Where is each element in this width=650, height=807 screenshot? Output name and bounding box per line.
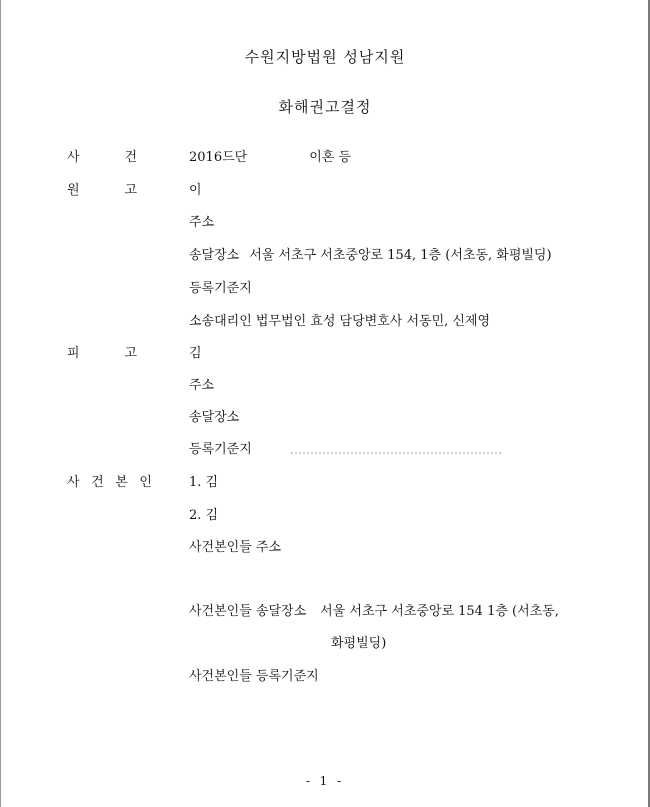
plaintiff-delivery-value: 서울 서초구 서초중앙로 154, 1층 (서초동, 화평빌딩) (249, 248, 552, 263)
principal-registry-label: 사건본인들 등록기준지 (189, 669, 319, 684)
principal-delivery-value-line2: 화평빌딩) (331, 636, 387, 651)
label-char: 원 (67, 183, 80, 198)
document-title: 화해권고결정 (278, 98, 372, 116)
label-char: 피 (67, 346, 80, 361)
plaintiff-delivery-label: 송달장소 (189, 248, 240, 263)
case-label (67, 146, 137, 165)
label-char: 건 (124, 150, 137, 165)
label-char: 고 (124, 346, 137, 361)
label-char: 인 (139, 475, 152, 490)
plaintiff-delivery (189, 244, 552, 263)
principal-delivery-value: 서울 서초구 서초중앙로 154 1층 (서초동, (320, 604, 559, 619)
page-number: - 1 - (305, 774, 345, 788)
principal-item-1: 1. 김 (189, 475, 219, 490)
defendant-name: 김 (189, 346, 202, 361)
plaintiff-attorney: 소송대리인 법무법인 효성 담당변호사 서동민, 신제영 (189, 314, 491, 329)
plaintiff-label (67, 179, 137, 198)
principal-label (67, 471, 152, 490)
case-value (189, 146, 351, 165)
case-name: 이혼 등 (309, 150, 352, 165)
label-char: 사 (67, 150, 80, 165)
defendant-registry-label: 등록기준지 (189, 442, 252, 457)
court-name: 수원지방법원 성남지원 (244, 48, 406, 66)
label-char: 고 (124, 183, 137, 198)
label-char: 건 (91, 475, 104, 490)
principal-address-label: 사건본인들 주소 (189, 540, 282, 555)
principal-delivery (189, 600, 559, 619)
defendant-address-label: 주소 (189, 378, 215, 393)
plaintiff-registry-label: 등록기준지 (189, 281, 252, 296)
case-number: 2016드단 (189, 150, 248, 165)
defendant-label (67, 342, 137, 361)
label-char: 사 (67, 475, 80, 490)
plaintiff-name: 이 (189, 183, 202, 198)
defendant-delivery-label: 송달장소 (189, 410, 240, 425)
principal-delivery-label: 사건본인들 송달장소 (189, 604, 307, 619)
principal-item-2: 2. 김 (189, 508, 219, 523)
plaintiff-address-label: 주소 (189, 215, 215, 230)
redaction-dots (291, 452, 501, 456)
label-char: 본 (115, 475, 128, 490)
